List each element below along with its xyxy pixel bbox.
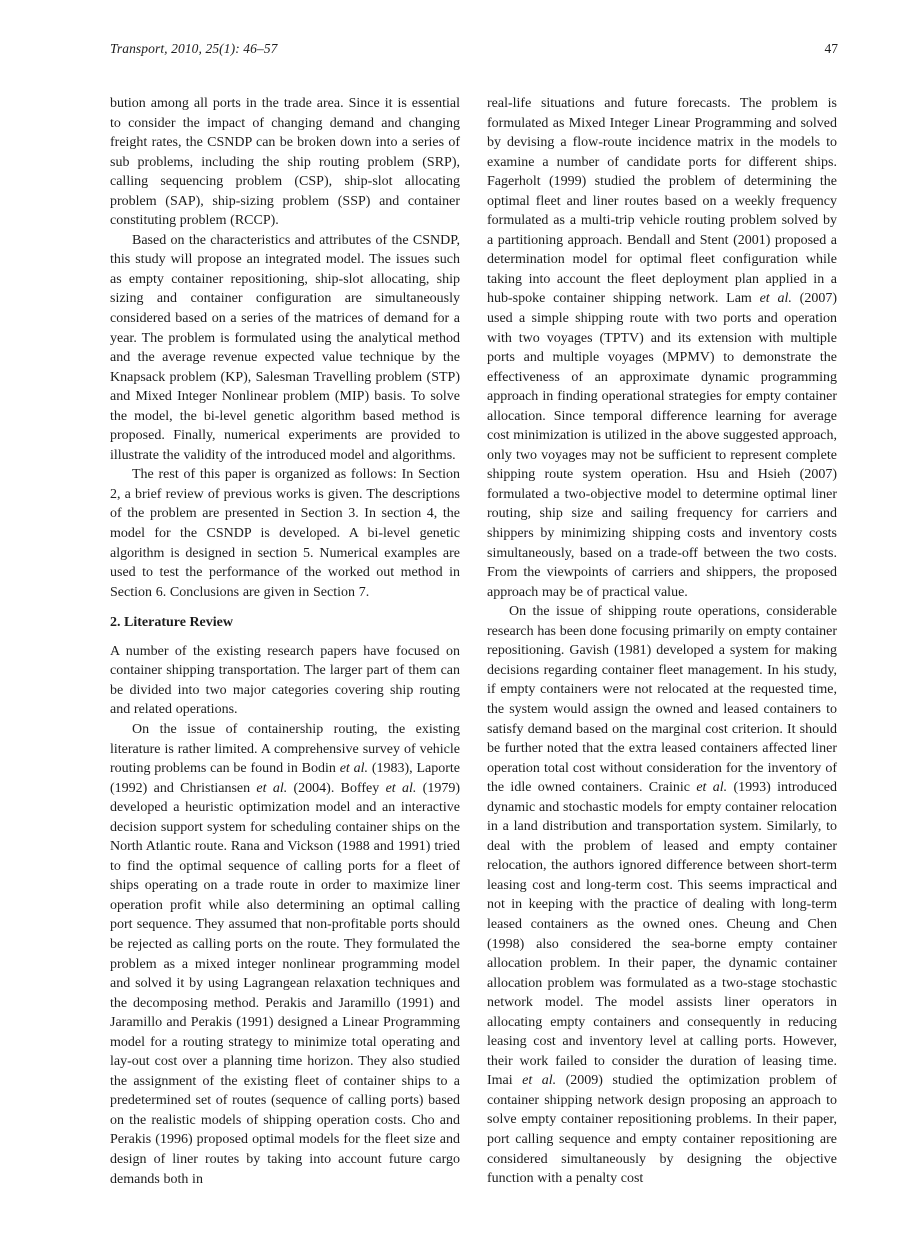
paragraph: Based on the characteristics and attributes of the CSNDP, this study will propose an integrated model. The issues such as empty container repositioning, ship-slot allocating, ship sizing and container configuration are simultaneously considered based on a series of the matrices of demand for a year. The problem is formulated using the analytical method and the average revenue expected value technique by the Knapsack problem (KP), Salesman Travelling problem (STP) and Mixed Integer Nonlinear problem (MIP) basis. To solve the model, the bi-level genetic algorithm based method is proposed. Finally, numerical experiments are provided to illustrate the validity of the introduced model and algorithms. <box>110 232 460 463</box>
journal-citation: Transport, 2010, 25(1): 46–57 <box>110 41 278 56</box>
content-columns <box>110 94 838 1189</box>
paragraph: bution among all ports in the trade area. Since it is essential to consider the impact of changing demand and changing freight rates, the CSNDP can be broken down into a series of sub problems, including the ship routing problem (SRP), calling sequencing problem (CSP), ship-slot allocating problem (SAP), ship-sizing problem (SSP) and container constituting problem (RCCP). <box>110 96 460 229</box>
page-number: 47 <box>824 41 838 56</box>
right-column <box>487 94 837 1189</box>
paragraph: A number of the existing research papers have focused on container shipping transportation. The larger part of them can be divided into two major categories covering ship routing and related operations. <box>110 643 460 718</box>
paragraph: On the issue of containership routing, the existing literature is rather limited. A comprehensive survey of vehicle routing problems can be found in Bodin et al. (1983), Laporte (1992) and Christiansen et al. (2004). Boffey et al. (1979) developed a heuristic optimization model and an interactive decision support system for scheduling container ships on the North Atlantic route. Rana and Vickson (1988 and 1991) tried to find the optimal sequence of calling ports for a fleet of ships operating on a trade route in order to maximize liner operation profit while also determining an optimal calling port sequence. They assumed that non-profitable ports should be rejected as calling ports on the route. They formulated the problem as a mixed integer nonlinear programming model and solved it by using Lagrangean relaxation techniques and the decomposing method. Perakis and Jaramillo (1991) and Jaramillo and Perakis (1991) designed a Linear Programming model for a routing strategy to minimize total operating and lay-out cost over a planning time horizon. They also studied the assignment of the existing fleet of container ships to a predetermined set of routes (sequence of calling ports) based on the realistic models of shipping operation costs. Cho and Perakis (1996) proposed optimal models for the fleet size and design of liner routes by taking into account future cargo demands both in <box>110 721 460 1187</box>
page-header <box>110 41 838 57</box>
paragraph: The rest of this paper is organized as follows: In Section 2, a brief review of previous works is given. The descriptions of the problem are presented in Section 3. In section 4, the model for the CSNDP is developed. A bi-level genetic algorithm is designed in section 5. Numerical examples are used to test the performance of the worked out method in Section 6. Conclusions are given in Section 7. <box>110 467 460 600</box>
paragraph: On the issue of shipping route operations, considerable research has been done focusing primarily on empty container repositioning. Gavish (1981) developed a system for making decisions regarding container fleet management. In his study, if empty containers were not relocated at the requested time, the system would assign the owned and leased containers to satisfy demand based on the marginal cost criterion. It should be further noted that the extra leased containers affected liner operation total cost without consideration for the inventory of the idle owned containers. Crainic et al. (1993) introduced dynamic and stochastic models for empty container relocation in a land distribution and transportation system. Similarly, to deal with the problem of leased and empty container relocation, the authors ignored difference between short-term leasing cost and long-term cost. This seems impractical and not in keeping with the practice of dealing with long-term leased containers as the owned ones. Cheung and Chen (1998) also considered the sea-borne empty container allocation problem. In their paper, the dynamic container allocation problem was formulated as a two-stage stochastic network model. The model assists liner operators in allocating empty containers and consequently in reducing leasing cost and inventory level at calling ports. However, their work failed to consider the duration of leasing time. Imai et al. (2009) studied the optimization problem of container shipping network design proposing an approach to solve empty container repositioning problems. In their paper, port calling sequence and empty container repositioning are considered simultaneously by designing the objective function with a penalty cost <box>487 604 837 1187</box>
paragraph: real-life situations and future forecasts. The problem is formulated as Mixed Integer Linear Programming and solved by devising a flow-route incidence matrix in the models to examine a number of candidate ports for different ships. Fagerholt (1999) studied the problem of determining the optimal fleet and liner routes based on a weekly frequency formulated as a multi-trip vehicle routing problem solved by a partitioning approach. Bendall and Stent (2001) proposed a determination model for optimal fleet configuration while taking into account the fleet deployment plan applied in a hub-spoke container shipping network. Lam et al. (2007) used a simple shipping route with two ports and operation with two voyages (TPTV) and its extension with multiple ports and multiple voyages (MPMV) to demonstrate the effectiveness of an approximate dynamic programming approach in finding operational strategies for empty container allocation. Since temporal difference learning for average cost minimization is utilized in the above suggested approach, only two voyages may not be sufficient to represent complete shipping route system operation. Hsu and Hsieh (2007) formulated a two-objective model to determine optimal liner routing, ship size and sailing frequency for carriers and shippers by minimizing shipping costs and inventory costs simultaneously, based on a trade-off between the two costs. From the viewpoints of carriers and shippers, the proposed approach may be of practical value. <box>487 96 837 600</box>
left-column <box>110 94 460 1189</box>
section-heading: 2. Literature Review <box>110 615 233 631</box>
